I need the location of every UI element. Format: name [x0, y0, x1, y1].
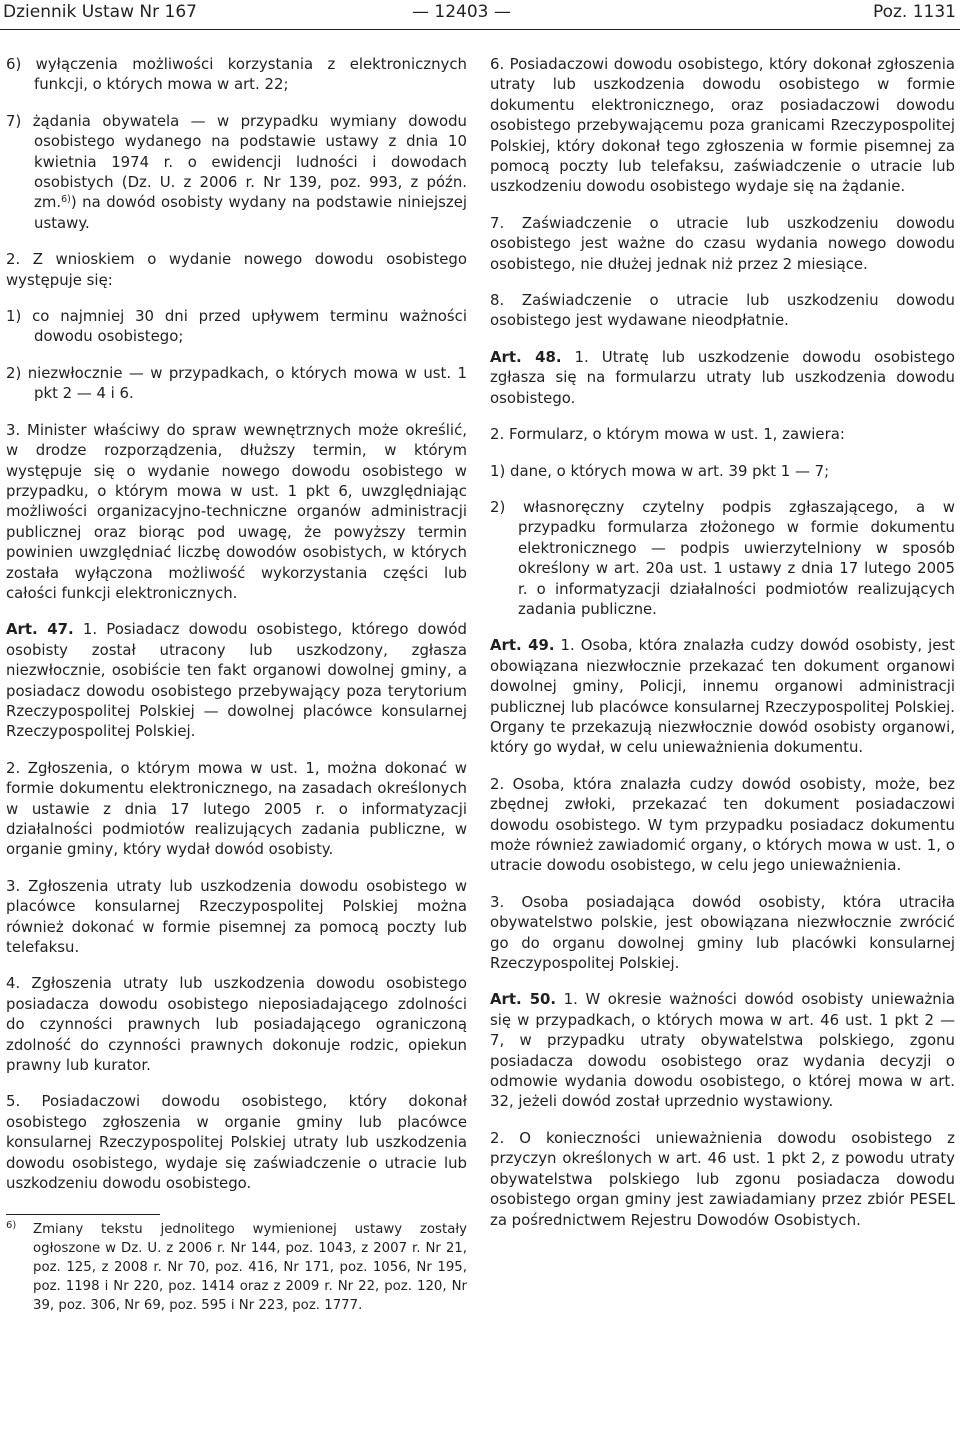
footnote-number: 6) [6, 1219, 17, 1231]
article-48: Art. 48. 1. Utratę lub uszkodzenie dowodu osobistego zgłasza się na formularzu utraty lub uszkodzenia dowodu osobistego. [490, 347, 955, 407]
footnote: 6) Zmiany tekstu jednolitego wymienionej ustawy zostały ogłoszone w Dz. U. z 2006 r. Nr 144, poz. 1043, z 2007 r. Nr 21, poz. 125, z 2008 r. Nr 70, poz. 416, Nr 171, poz. 1056, Nr 195, poz. 1198 i Nr 220, poz. 1414 oraz z 2009 r. Nr 22, poz. 120, Nr 39, poz. 306, Nr 69, poz. 595 i Nr 223, poz. 1777. [6, 1219, 467, 1314]
paragraph: 4. Zgłoszenia utraty lub uszkodzenia dowodu osobistego posiadacza dowodu osobistego nieposiadającego zdolności do czynności prawnych lub posiadającego ograniczoną zdolność do czynności prawnych dokonuje rodzic, opiekun prawny lub kurator. [6, 974, 467, 1075]
paragraph: 7. Zaświadczenie o utracie lub uszkodzeniu dowodu osobistego jest ważne do czasu wydania nowego dowodu osobistego, nie dłużej jednak niż przez 2 miesiące. [490, 213, 955, 273]
article-number: Art. 49. [490, 636, 555, 655]
paragraph: 8. Zaświadczenie o utracie lub uszkodzeniu dowodu osobistego jest wydawane nieodpłatnie. [490, 291, 955, 330]
paragraph: 5. Posiadaczowi dowodu osobistego, który dokonał osobistego zgłoszenia w organie gminy lub placówce konsularnej Rzeczypospolitej Polskiej utraty lub uszkodzenia dowodu osobistego, wydaje się zaświadczenie o utracie lub uszkodzeniu dowodu osobistego. [6, 1092, 467, 1193]
paragraph: 6) wyłączenia możliwości korzystania z elektronicznych funkcji, o których mowa w art. 22; [6, 55, 467, 94]
paragraph: 6. Posiadaczowi dowodu osobistego, który dokonał zgłoszenia utraty lub uszkodzenia dowodu osobistego w formie dokumentu elektronicznego, oraz posiadaczowi dowodu osobistego przebywającemu poza granicami Rzeczypospolitej Polskiej, który dokonał tego zgłoszenia w formie pisemnej za pomocą poczty lub telefaksu, zaświadczenie o utracie lub uszkodzeniu dowodu osobistego wydaje się na żądanie. [490, 55, 955, 196]
paragraph: 3. Minister właściwy do spraw wewnętrznych może określić, w drodze rozporządzenia, dłuższy termin, w którym występuje się o wydanie nowego dowodu osobistego w przypadku, o którym mowa w ust. 1 pkt 6, uwzględniając możliwości organizacyjno-techniczne organów administracji publicznej oraz biorąc pod uwagę, że powyższy termin powinien uwzględniać liczbę dowodów osobistych, w których została wyłączona możliwość wykorzystania części lub całości funkcji elektronicznych. [6, 420, 467, 602]
journal-title: Dziennik Ustaw Nr 167 [3, 2, 197, 22]
list-item: 1) co najmniej 30 dni przed upływem terminu ważności dowodu osobistego; [6, 307, 467, 346]
article-number: Art. 47. [6, 620, 74, 639]
list-item: 2) własnoręczny czytelny podpis zgłaszającego, a w przypadku formularza złożonego w formie dokumentu elektronicznego — podpis uwierzytelniony w sposób określony w art. 20a ust. 1 ustawy z dnia 17 lutego 2005 r. o informatyzacji działalności podmiotów realizujących zadania publiczne. [490, 497, 955, 618]
footnote-ref: 6) [61, 194, 71, 206]
article-50: Art. 50. 1. W okresie ważności dowód osobisty unieważnia się w przypadkach, o których mowa w art. 46 ust. 1 pkt 2 — 7, w przypadku utraty obywatelstwa polskiego, zgonu posiadacza dowodu osobistego oraz wydania decyzji o odmowie wydania dowodu osobistego, o której mowa w art. 32, jeżeli dowód został uprzednio wystawiony. [490, 990, 955, 1111]
paragraph: 2. Osoba, która znalazła cudzy dowód osobisty, może, bez zbędnej zwłoki, przekazać ten dokument posiadaczowi dowodu osobistego. W tym przypadku posiadacz dokumentu może również zawiadomić organy, o których mowa w ust. 1, o utracie dowodu osobistego, w celu jego unieważnienia. [490, 774, 955, 875]
paragraph: 3. Osoba posiadająca dowód osobisty, która utraciła obywatelstwo polskie, jest obowiązana niezwłocznie zwrócić go do organu dowolnej gminy lub placówki konsularnej Rzeczypospolitej Polskiej. [490, 892, 955, 973]
list-item: 2) niezwłocznie — w przypadkach, o których mowa w ust. 1 pkt 2 — 4 i 6. [6, 363, 467, 403]
article-number: Art. 50. [490, 990, 557, 1009]
list-item: 1) dane, o których mowa w art. 39 pkt 1 — 7; [490, 461, 830, 480]
article-47: Art. 47. 1. Posiadacz dowodu osobistego, którego dowód osobisty został utracony lub uszkodzony, zgłasza niezwłocznie, osobiście ten fakt organowi dowolnej gminy, a posiadacz dowodu osobistego przebywający poza terytorium Rzeczypospolitej Polskiej — dowolnej placówce konsularnej Rzeczypospolitej Polskiej. [6, 620, 467, 741]
paragraph: 2. O konieczności unieważnienia dowodu osobistego z przyczyn określonych w art. 46 ust. 1 pkt 2, z powodu utraty obywatelstwa polskiego lub zgonu posiadacza dowodu osobistego organ gminy jest zawiadamiany przez zbiór PESEL za pośrednictwem Rejestru Dowodów Osobistych. [490, 1128, 955, 1229]
paragraph: 2. Z wnioskiem o wydanie nowego dowodu osobistego występuje się: [6, 250, 467, 289]
right-column [490, 44, 955, 1230]
position-number: Poz. 1131 [872, 2, 956, 22]
paragraph: 7) żądania obywatela — w przypadku wymiany dowodu osobistego wydanego na podstawie ustawy z dnia 10 kwietnia 1974 r. o ewidencji ludności i dowodach osobistych (Dz. U. z 2006 r. Nr 139, poz. 993, z późn. zm.$^{6)}$) na dowód osobisty wydany na podstawie niniejszej ustawy. [6, 111, 467, 232]
page-header [0, 0, 960, 30]
paragraph: 3. Zgłoszenia utraty lub uszkodzenia dowodu osobistego w placówce konsularnej Rzeczypospolitej Polskiej można również dokonać w formie pisemnej za pomocą poczty lub telefaksu. [6, 876, 467, 957]
article-49: Art. 49. 1. Osoba, która znalazła cudzy dowód osobisty, jest obowiązana niezwłocznie przekazać ten dokument organowi dowolnej gminy, Policji, innemu organowi administracji publicznej lub placówce konsularnej Rzeczypospolitej Polskiej. Organy te przekazują niezwłocznie dowód osobisty organowi, który go wydał, w celu unieważnienia dokumentu. [490, 636, 955, 757]
left-column [6, 44, 467, 1316]
page-number: — 12403 — [412, 2, 511, 22]
paragraph: 2. Formularz, o którym mowa w ust. 1, zawiera: [490, 425, 845, 444]
article-number: Art. 48. [490, 347, 562, 366]
footnote-divider [6, 1214, 160, 1215]
paragraph: 2. Zgłoszenia, o którym mowa w ust. 1, można dokonać w formie dokumentu elektronicznego, na zasadach określonych w ustawie z dnia 17 lutego 2005 r. o informatyzacji działalności podmiotów realizujących zadania publiczne, w organie gminy, który wydał dowód osobisty. [6, 758, 467, 859]
